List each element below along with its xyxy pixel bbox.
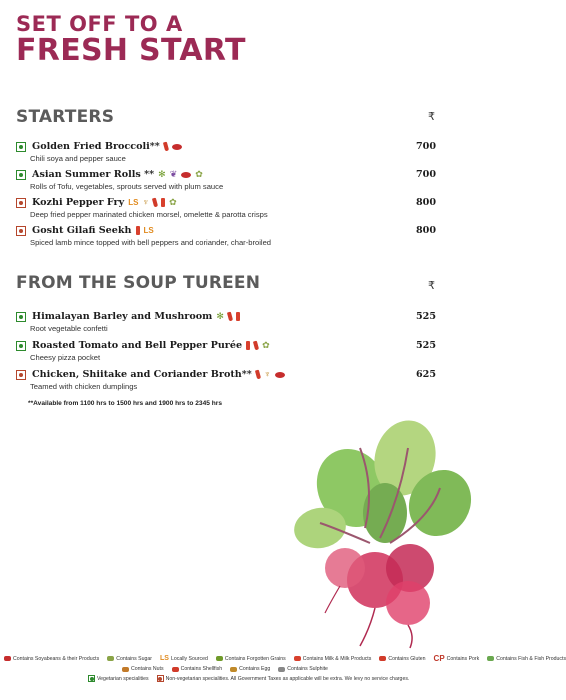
legend-label: Contains Sugar [116, 655, 152, 662]
section-title-starters: STARTERS [16, 107, 115, 127]
legend-item [278, 666, 328, 672]
chili-icon [255, 370, 261, 380]
item-description: Spiced lamb mince topped with bell peppers and coriander, char-broiled [30, 238, 272, 247]
milk-icon [136, 226, 140, 235]
chili-icon [253, 341, 259, 351]
item-description: Deep fried pepper marinated chicken morsel, omelette & parotta crisps [30, 210, 268, 219]
menu-item [16, 169, 436, 191]
item-price: 800 [415, 197, 436, 208]
legend-item [230, 666, 270, 672]
item-description: Teamed with chicken dumplings [30, 382, 138, 391]
legend-label: Contains Gluten [388, 655, 426, 662]
legend-label: Non-vegetarian specialities. All Government Taxes as applicable will be extra. We levy no service charges. [165, 675, 410, 682]
allergen-legend [4, 654, 566, 685]
legend-label: Contains Shellfish [180, 666, 223, 672]
legend-item [88, 675, 149, 682]
veg-icon [16, 170, 26, 180]
legend-item [434, 654, 480, 663]
legend-label: Contains Sulphite [287, 666, 328, 672]
item-name: Asian Summer Rolls ** [32, 169, 155, 180]
milk-icon [161, 198, 165, 207]
legend-item [379, 656, 425, 662]
section-title-soups: FROM THE SOUP TUREEN [16, 273, 261, 293]
legend-item [160, 655, 208, 662]
legend-item [4, 656, 99, 662]
menu-item [16, 369, 436, 391]
legend-label: Vegetarian specialities [97, 675, 149, 682]
nuts-icon [122, 667, 129, 672]
chili-icon [227, 312, 233, 322]
legend-label: Contains Forgotten Grains [224, 655, 286, 662]
veg-icon [16, 312, 26, 322]
sugar-icon: ❦ [169, 169, 178, 179]
chili-icon [152, 198, 158, 208]
item-price: 800 [415, 225, 436, 236]
nonveg-icon [16, 226, 26, 236]
sulphite-icon [278, 667, 285, 672]
beetroot-illustration [290, 418, 480, 648]
legend-item [157, 675, 410, 682]
item-name: Kozhi Pepper Fry [32, 197, 125, 208]
legend-item [487, 656, 566, 662]
ls-icon: LS [128, 197, 139, 207]
legend-label: Contains Fish & Fish Products [496, 655, 566, 662]
legend-item [294, 656, 372, 662]
item-name: Himalayan Barley and Mushroom [32, 311, 213, 322]
nonveg-icon [16, 198, 26, 208]
item-name: Gosht Gilafi Seekh [32, 225, 132, 236]
legend-item [122, 666, 164, 672]
menu-item [16, 197, 436, 219]
soybean-icon [275, 372, 285, 378]
menu-item [16, 225, 436, 247]
legend-label: Contains Soyabeans & their Products [13, 655, 100, 662]
legend-label: Locally Sourced [170, 655, 208, 662]
item-price: 525 [415, 311, 436, 322]
item-description: Rolls of Tofu, vegetables, sprouts served with plum sauce [30, 182, 224, 191]
egg-icon: ♆ [142, 197, 150, 207]
nuts-icon: ✿ [262, 340, 270, 350]
item-name: Roasted Tomato and Bell Pepper Purée [32, 340, 243, 351]
milk-icon [246, 341, 250, 350]
legend-item [172, 666, 223, 672]
grain-icon [216, 656, 223, 661]
legend-label: Contains Nuts [131, 666, 164, 672]
legend-label: Contains Milk & Milk Products [302, 655, 372, 662]
ls-icon: LS [160, 655, 169, 662]
legend-label: Contains Egg [239, 666, 271, 672]
fish-icon [487, 656, 494, 661]
chili-icon [163, 142, 169, 152]
page-title-line2: FRESH START [16, 33, 246, 68]
soybean-icon [181, 172, 191, 178]
legend-label: Contains Pork [446, 655, 480, 662]
milk-icon [236, 312, 240, 321]
legend-item [216, 656, 286, 662]
item-description: Chili soya and pepper sauce [30, 154, 126, 163]
grain-icon: ✻ [216, 311, 224, 321]
gluten-icon [379, 656, 386, 661]
veg-icon [88, 675, 95, 682]
item-name: Golden Fried Broccoli** [32, 141, 160, 152]
pork-icon: CP [433, 654, 445, 663]
currency-symbol: ₹ [428, 280, 435, 292]
veg-icon [16, 341, 26, 351]
nuts-icon: ✿ [169, 197, 177, 207]
menu-item [16, 141, 436, 163]
menu-item [16, 311, 436, 333]
egg-icon: ♆ [263, 369, 271, 379]
nuts-icon: ✿ [195, 169, 203, 179]
currency-symbol: ₹ [428, 111, 435, 123]
nonveg-icon [16, 370, 26, 380]
page-title-line1: SET OFF TO A [16, 12, 183, 36]
soybean-icon [172, 144, 182, 150]
item-price: 700 [415, 169, 436, 180]
item-description: Root vegetable confetti [30, 324, 108, 333]
item-price: 525 [415, 340, 436, 351]
legend-item [107, 656, 152, 662]
grain-icon: ✻ [158, 169, 166, 179]
availability-note: **Available from 1100 hrs to 1500 hrs and 1900 hrs to 2345 hrs [28, 400, 222, 407]
ls-icon: LS [143, 225, 154, 235]
shellfish-icon [172, 667, 179, 672]
veg-icon [16, 142, 26, 152]
item-name: Chicken, Shiitake and Coriander Broth** [32, 369, 252, 380]
menu-item [16, 340, 436, 362]
milk-icon [294, 656, 301, 661]
soybean-icon [4, 656, 11, 661]
item-price: 700 [415, 141, 436, 152]
egg-icon [230, 667, 237, 672]
sugar-icon [107, 656, 114, 661]
item-price: 625 [415, 369, 436, 380]
nonveg-icon [157, 675, 164, 682]
item-description: Cheesy pizza pocket [30, 353, 101, 362]
